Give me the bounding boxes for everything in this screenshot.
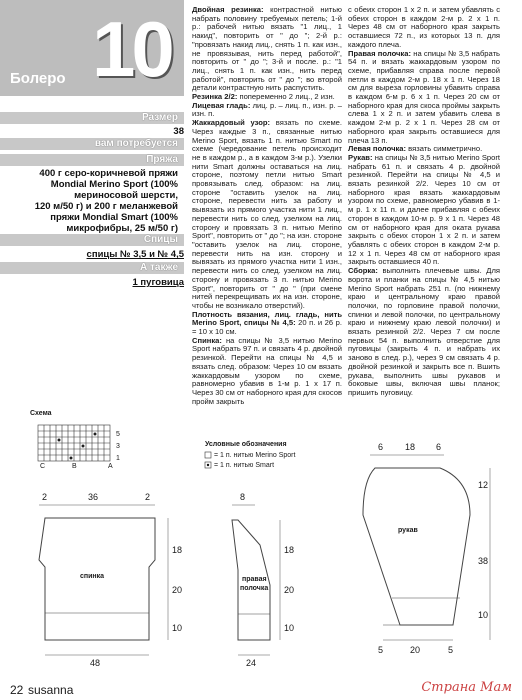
- scheme-row-3: 3: [116, 443, 120, 450]
- model-word: Болеро: [10, 70, 66, 87]
- front-dim-right-1: 18: [284, 545, 295, 555]
- scheme-col-a: A: [108, 463, 113, 470]
- watermark: Страна Мам: [421, 680, 512, 695]
- need-title: вам потребуется: [94, 138, 178, 149]
- back-dim-top-mid: 36: [88, 492, 99, 502]
- back-dim-top-left: 2: [42, 492, 48, 502]
- sleeve-dim-bottom-right: 5: [448, 645, 454, 655]
- legend-item-smart: = 1 п. нитью Smart: [214, 462, 275, 469]
- paragraph: Рукав: на спицы № 3,5 нитью Merino Sport набрать 61 п. и связать 4 р. двойной резинкой. Перейти на спицы № 4,5 и вязать резинкой 2/2. Через 10 см от наборного края вязать жаккардовым узором по схеме, равномерно убавив в 1-м р. 1 х 11 п. и далее прибавляя с обеих сторон в каждом 10-м р. 9 х 1 п. Через 48 см от наборного края для оката рукава закрыть с обеих сторон 1 х 2 п. и затем убавлять с обеих сторон в каждом 2-м р. 12 х 1 п. Через 48 см от наборного края закрыть оставшиеся 40 п.: [348, 152, 500, 267]
- back-dim-top-right: 2: [145, 492, 151, 502]
- back-dim-right-1: 18: [172, 545, 183, 555]
- legend-title: Условные обозначения: [205, 441, 287, 448]
- sleeve-dim-bottom-mid: 20: [410, 645, 421, 655]
- front-dim-right-3: 10: [284, 623, 295, 633]
- page-number: 22: [10, 683, 24, 697]
- paragraph: Лицевая гладь: лиц. р. – лиц. п., изн. р. – изн. п.: [192, 100, 342, 119]
- sleeve-dim-top-mid: 18: [405, 442, 416, 452]
- sleeve-dim-right-3: 10: [478, 610, 489, 620]
- size-value: 38: [173, 126, 184, 137]
- needles-text: спицы № 3,5 и № 4,5: [86, 249, 184, 260]
- yarn-title: Пряжа: [146, 154, 178, 165]
- sleeve-outline: [363, 468, 470, 625]
- scheme-row-1: 1: [116, 455, 120, 462]
- smart-stitch-dot: [94, 433, 96, 435]
- brand-name: susanna: [28, 683, 74, 697]
- paragraph: Спинка: на спицы № 3,5 нитью Merino Sport набрать 97 п. и связать 4 р. двойной резинкой. Перейти на спицы № 4,5 и вязать след. образом: Через 10 см вязать жаккардовым узором по схеме, равномерно убавив в 1-м р. 1 х 17 п. Через 30 см от наборного края для скосов пройм закрыть: [192, 335, 342, 406]
- scheme-grid: [38, 425, 110, 461]
- smart-stitch-dot: [58, 439, 60, 441]
- sleeve-dim-right-2: 38: [478, 556, 489, 566]
- legend-dot-smart: [207, 464, 209, 466]
- front-label-2: полочка: [240, 585, 269, 592]
- sleeve-dim-right-1: 12: [478, 480, 489, 490]
- paragraph: Правая полочка: на спицы № 3,5 набрать 54 п. и вязать жаккардовым узором по схеме, прибавляя справа после первой петли в каждом 2-м р. 18 х 1 п. Через 18 см для выреза горловины убавить справа в каждом 6-м р. 6 х 1 п. Через 20 см от наборного края для скоса проймы закрыть слева 1 х 2 п. и затем убавить слева в каждом 2-м р. 2 х 1 п. Через 28 см от наборного края закрыть оставшиеся для плеча 13 п.: [348, 48, 500, 145]
- yarn-text: 400 г серо-коричневой пряжи Mondial Merino Sport (100% мериносовой шерсти, 120 м/50 г) и 200 г меланжевой пряжи Mondial Smart (100% микрофибры, 25 м/50 г): [34, 168, 178, 234]
- smart-stitch-dot: [82, 445, 84, 447]
- paragraph: с обеих сторон 1 х 2 п. и затем убавлять с обеих сторон в каждом 2-м р. 2 х 1 п. Через 48 см от наборного края закрыть оставшиеся 72 п., из которых 13 п. для каждого плеча.: [348, 6, 500, 49]
- needles-title: Спицы: [143, 234, 178, 245]
- legend-item-sport: = 1 п. нитью Merino Sport: [214, 452, 296, 459]
- scheme-col-c: C: [40, 463, 46, 470]
- paragraph: Левая полочка: вязать симметрично.: [348, 144, 483, 154]
- back-label: спинка: [80, 573, 105, 580]
- front-dim-right-2: 20: [284, 585, 295, 595]
- sleeve-label: рукав: [398, 527, 418, 534]
- front-dim-bottom: 24: [246, 658, 257, 668]
- back-dim-right-3: 10: [172, 623, 183, 633]
- smart-stitch-dot: [70, 457, 72, 459]
- also-title: А также: [140, 262, 178, 273]
- paragraph: Резинка 2/2: попеременно 2 лиц., 2 изн.: [192, 92, 335, 102]
- back-dim-right-2: 20: [172, 585, 183, 595]
- paragraph: Плотность вязания, лиц. гладь, нить Merino Sport, спицы № 4,5: 20 п. и 26 р. = 10 х 10 см.: [192, 309, 342, 337]
- paragraph: Двойная резинка: контрастной нитью набрать половину требуемых петель; 1-й р.: рабочей нитью вязать "1 лиц., 1 накид", повторить от " до "; 2-й р.: "провязать накид лиц., снять 1 п. как изн., не провязывая, нить перед работой", повторить от " до "; 3-й и после. р.: "1 лиц., снять 1 п. как изн., нить перед работой", повторить от " до "; во второй детали контрастную нить распустить.: [192, 6, 342, 93]
- scheme-col-b: B: [72, 463, 77, 470]
- legend-box-sport: [205, 452, 211, 458]
- sleeve-dim-top-left: 6: [378, 442, 384, 452]
- paragraph: Сборка: выполнить плечевые швы. Для ворота и планки на спицы № 4,5 нитью Merino Sport набрать 251 п. (по нижнему краю и центральному краю правой полочки, по горловине правой полочки, спинки и левой полочки, по центральному краю и нижнему краю левой полочки) и вязать резинкой 2/2. Через 7 см после первых 54 п. выполнить отверстие для пуговицы (закрыть 4 п. и набрать их заново в след. р.), через 9 см связать 4 р. двойной резинкой и закрыть все п. Вшить рукава, выполнить швы рукавов и боковые швы, включая швы планок; пришить пуговицу.: [348, 266, 500, 397]
- model-number: 10: [92, 5, 171, 93]
- size-title: Размер: [141, 112, 178, 123]
- back-dim-bottom: 48: [90, 658, 101, 668]
- sleeve-dim-top-right: 6: [436, 442, 442, 452]
- sleeve-dim-bottom-left: 5: [378, 645, 384, 655]
- paragraph: Жаккардовый узор: вязать по схеме. Через каждые 3 п., связанные нитью Merino Sport, вязать 1 п. нитью Smart по схеме (чередование петель происходит не в каждом р., а в каждом 3-м р.). Узелки нити Smart должны оставаться на лиц. стороне, поэтому петли нитью Smart провязывать след. образом: на лиц. стороне "оставить узелок на лиц. стороне, перевести нить за работу и вывязать из прямого участка нити 1 лиц., перевести нить со след. узелком на лиц. сторону и провязать 3 п. нитью Merino Sport", повторить от " до "; на изн. стороне "оставить узелок на лиц. стороне, перевести нить на изн. сторону и вывязать из прямого участка нити 1 изн., перевести нить со след. узелком на лиц. сторону и провязать 3 п. нитью Merino Sport", повторить от " до " (при смене нитей перекрещивать их на изн. стороне, чтобы не возникало отверстий).: [192, 118, 342, 310]
- scheme-row-5: 5: [116, 431, 120, 438]
- front-label-1: правая: [242, 576, 267, 583]
- front-dim-top: 8: [240, 492, 246, 502]
- also-text: 1 пуговица: [132, 277, 184, 288]
- scheme-title: Схема: [30, 410, 52, 417]
